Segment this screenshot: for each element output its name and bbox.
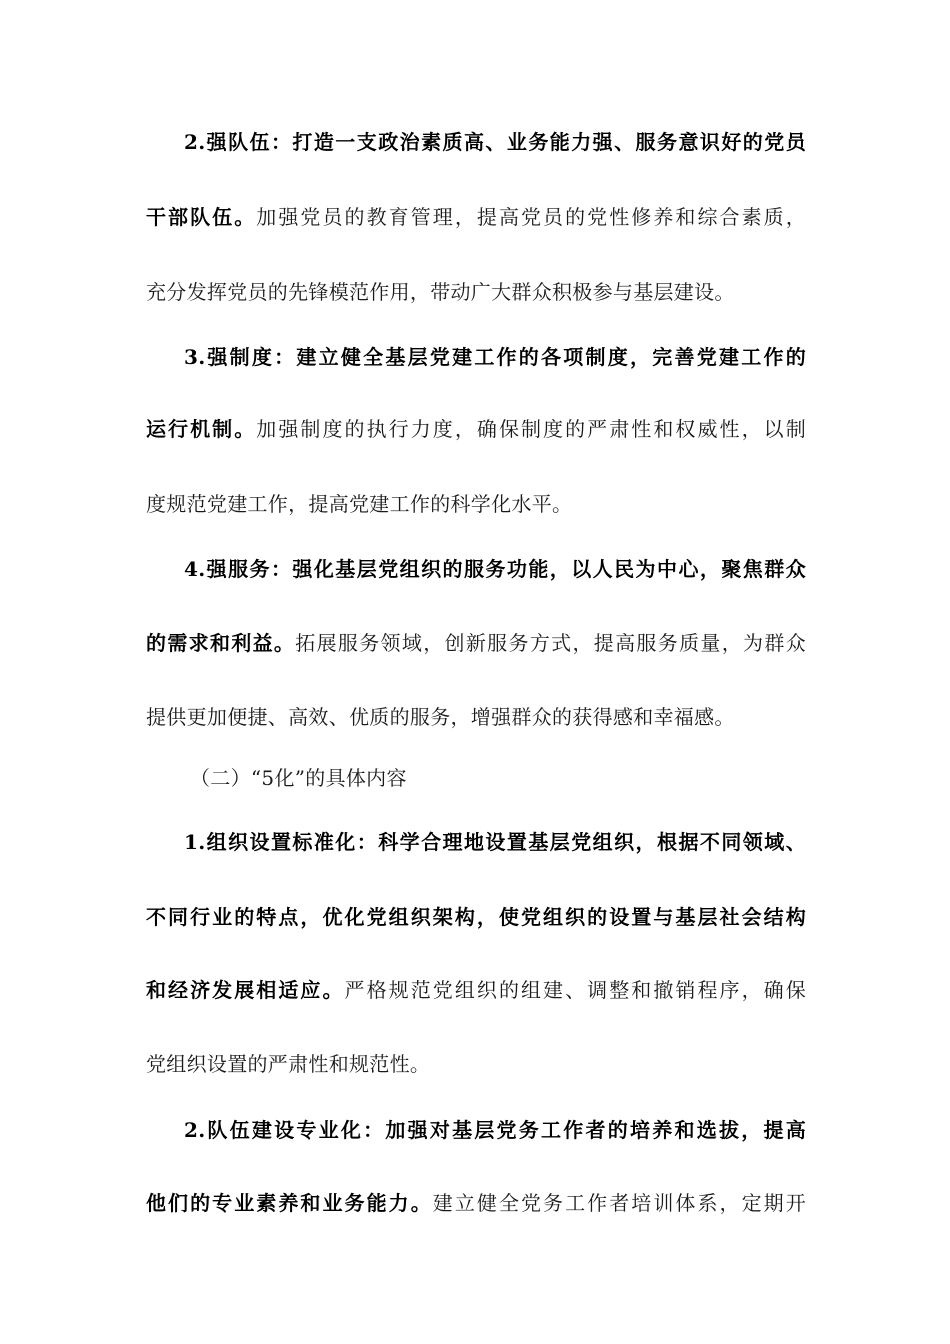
- bold-text: 2.强队伍：打造一支政治素质高、业务能力强、服务意识好的党员: [184, 130, 806, 154]
- body-text: 建立健全党务工作者培训体系，定期开: [432, 1191, 806, 1215]
- body-text: 充分发挥党员的先锋模范作用，带动广大群众积极参与基层建设。: [146, 280, 735, 304]
- text-line: [146, 415, 806, 443]
- text-line: [146, 1189, 806, 1217]
- bold-text: 干部队伍。: [146, 205, 257, 229]
- text-line: [184, 555, 806, 583]
- text-line: [146, 903, 806, 931]
- text-line: [146, 490, 806, 518]
- bold-text: 3.强制度：建立健全基层党建工作的各项制度，完善党建工作的: [184, 345, 806, 369]
- text-line: [146, 278, 806, 306]
- bold-text: 和经济发展相适应。: [146, 978, 345, 1002]
- bold-text: 不同行业的特点，优化党组织架构，使党组织的设置与基层社会结构: [146, 905, 806, 929]
- body-text: 加强制度的执行力度，确保制度的严肃性和权威性，以制: [256, 417, 807, 441]
- text-line: [146, 1050, 806, 1078]
- bold-text: 1.组织设置标准化：科学合理地设置基层党组织，根据不同领域、: [184, 830, 806, 854]
- section-heading: （二）“5化”的具体内容: [190, 766, 407, 790]
- text-line: [146, 703, 806, 731]
- bold-text: 他们的专业素养和业务能力。: [146, 1191, 433, 1215]
- text-line: [184, 1116, 806, 1144]
- text-line: [146, 629, 806, 657]
- text-line: [146, 203, 806, 231]
- body-text: 严格规范党组织的组建、调整和撤销程序，确保: [344, 978, 806, 1002]
- text-line: [184, 343, 806, 371]
- text-line: [146, 976, 806, 1004]
- text-line: [184, 128, 806, 156]
- body-text: 党组织设置的严肃性和规范性。: [146, 1052, 431, 1076]
- body-text: 提供更加便捷、高效、优质的服务，增强群众的获得感和幸福感。: [146, 705, 735, 729]
- bold-text: 2.队伍建设专业化：加强对基层党务工作者的培养和选拔，提高: [184, 1118, 806, 1142]
- bold-text: 运行机制。: [146, 417, 257, 441]
- text-line: [184, 828, 806, 856]
- body-text: 拓展服务领域，创新服务方式，提高服务质量，为群众: [295, 631, 806, 655]
- body-text: 加强党员的教育管理，提高党员的党性修养和综合素质，: [256, 205, 807, 229]
- bold-text: 4.强服务：强化基层党组织的服务功能，以人民为中心，聚焦群众: [184, 557, 806, 581]
- body-text: 度规范党建工作，提高党建工作的科学化水平。: [146, 492, 573, 516]
- bold-text: 的需求和利益。: [146, 631, 296, 655]
